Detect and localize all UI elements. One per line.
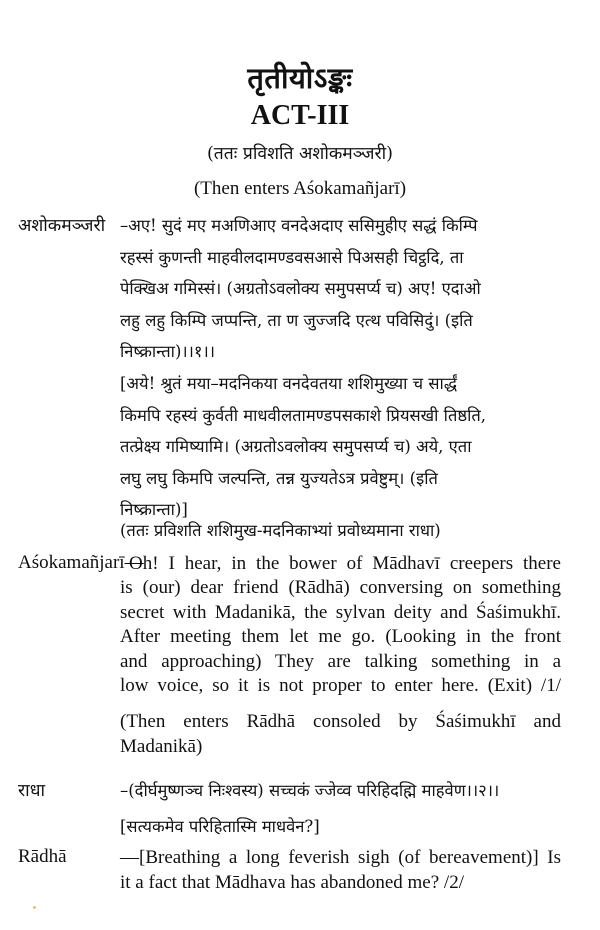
text-line: it a fact that Mādhava has abandoned me? /2/ [120, 871, 464, 893]
text-line: रहस्सं कुणन्ती माहवीलदामण्डवसआसे पिअसही चिट्ठदि, ता [120, 247, 464, 267]
speaker-asokamanjari-english: Aśokamañjarī— [18, 552, 144, 573]
text-line: low voice, so it is not proper to enter here. (Exit) /1/ [120, 675, 561, 696]
text-line: पेक्खिअ गमिस्सं। (अग्रतोऽवलोक्य समुपसर्प्य च) अए! एदाओ [120, 279, 481, 298]
text-line: निष्क्रान्ता)] [120, 500, 188, 519]
page-speck [33, 906, 36, 909]
act-title-english: ACT-III [250, 100, 350, 131]
english-speech-2 [120, 846, 561, 895]
text-line: Oh! I hear, in the bower of Mādhavī creepers there [129, 553, 561, 574]
prakrit-speech-1 [120, 210, 564, 368]
text-line: –अए! सुदं मए मअणिआए वनदेअदाए ससिमुहीए सद्धं किम्पि [120, 216, 478, 235]
stage-direction-2-sanskrit: (ततः प्रविशति शशिमुख-मदनिकाभ्यां प्रवोध्यमाना राधा) [120, 521, 441, 540]
text-line: is (our) dear friend (Rādhā) conversing on something [120, 577, 561, 598]
text-line: Madanikā) [120, 735, 203, 757]
text-line: [अये! श्रुतं मया–मदनिकया वनदेवतया शशिमुख्या च सार्द्धं [120, 374, 458, 393]
text-line: —[Breathing a long feverish sigh (of bereavement)] Is [120, 847, 561, 868]
english-speech-1 [129, 552, 561, 577]
stage-direction-english: (Then enters Aśokamañjarī) [193, 178, 407, 199]
text-line: निष्क्रान्ता)।।१।। [120, 342, 215, 361]
speaker-radha-english: Rādhā [18, 846, 67, 867]
english-speech-1-cont [120, 576, 561, 699]
text-line: After meeting them let me go. (Looking in the front [120, 626, 561, 647]
stage-direction-sanskrit: (ततः प्रविशति अशोकमञ्जरी) [206, 144, 394, 164]
text-line: लघु लघु किमपि जल्पन्ति, तन्न युज्यतेऽत्र प्रवेष्टुम्। (इति [120, 468, 438, 488]
sanskrit-chaya-2: [सत्यकमेव परिहितास्मि माधवेन?] [120, 817, 320, 836]
stage-direction-2-english [120, 710, 561, 759]
text-line: (Then enters Rādhā consoled by Śaśimukhī and [120, 711, 561, 732]
text-line: and approaching) They are talking something in a [120, 650, 561, 672]
text-line: तत्प्रेक्ष्य गमिष्यामि। (अग्रतोऽवलोक्य समुपसर्प्य च) अये, एता [120, 437, 472, 456]
act-title-sanskrit: तृतीयोऽङ्कः [247, 61, 353, 95]
text-line: लहु लहु किम्पि जप्पन्ति, ता ण जुज्जदि एत्थ पविसिदुं। (इति [120, 310, 473, 330]
sanskrit-chaya-1 [120, 368, 564, 526]
speaker-asokamanjari-sanskrit: अशोकमञ्जरी [18, 216, 106, 236]
speaker-radha-sanskrit: राधा [18, 781, 45, 801]
text-line: secret with Madanikā, the sylvan deity and Śaśimukhī. [120, 601, 561, 623]
text-line: किमपि रहस्यं कुर्वती माधवीलतामण्डपसकाशे प्रियसखी तिष्ठति, [120, 405, 487, 425]
prakrit-speech-2: –(दीर्घमुष्णञ्च निःश्वस्य) सच्चकं ज्जेव्व परिहिदह्मि माहवेण।।२।। [120, 781, 500, 800]
